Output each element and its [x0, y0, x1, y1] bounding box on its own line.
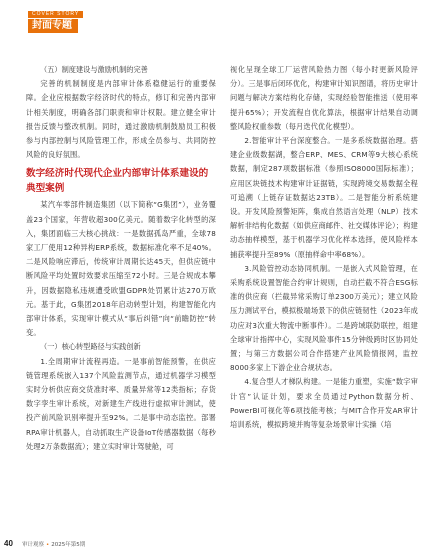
paragraph-case-background: 某汽车零部件制造集团（以下简称“G集团”），业务覆盖23个国家，年营收超300亿美元。随着数字化转型的深入，集团面临三大核心挑战：一是数据孤岛严重，全球78家工厂使用12种异构ERP系统，数据标准化率不足40%。二是风险响应滞后，传统审计周期长达45天，但供应链中断风险平均处置时效要求压缩至72小时。三是合规成本攀升，因数据隐私违规遭受欧盟GDPR处罚累计达270万欧元。基于此，G集团2018年启动转型计划，构建智能化内部审计体系，实现审计模式从“事后纠错”向“前瞻防控”转变。: [26, 200, 216, 338]
right-column: [230, 63, 418, 432]
paragraph-talent-building: 4.复合型人才梯队构建。一是能力重塑，实施“数字审计官”认证计划，要求全员通过Python数据分析、PowerBI可视化等6项技能考核；与MIT合作开发AR审计培训系统，模拟跨境并购等复杂场景审计实操（培: [230, 377, 418, 430]
journal-info: [22, 540, 85, 550]
paragraph-institution: 完善的机制制度是内部审计体系稳健运行的重要保障。企业应根据数字经济时代的特点，修订和完善内部审计相关制度，明确各部门职责和审计权限。建立健全审计报告反馈与整改机制。同时，通过激励机制鼓励员工积极参与内部控制与风险管理工作，形成全员参与、共同防控风险的良好氛围。: [26, 79, 216, 160]
footer-separator: •: [46, 542, 50, 548]
paragraph-process-reengineering: 1.全周期审计流程再造。一是事前智能预警，在供应链管理系统嵌入137个风险监测节点，通过机器学习模型实时分析供应商交货准时率、质量异常等12类指标；存货数字孪生审计系统，对新建生产线进行虚拟审计测试，使投产前风险识别率提升至92%。二是事中动态监控。部署RPA审计机器人，自动抓取生产设备IoT传感器数据（每秒处理2万条数据流）；建立实时审计驾驶舱，可: [26, 356, 216, 451]
page-number: 40: [4, 539, 13, 548]
section-tag-chinese: 封面专题: [28, 19, 78, 33]
subsection-heading-institution: （五）制度建设与激励机制的完善: [40, 65, 148, 74]
section-title-case-study: 数字经济时代现代企业内部审计体系建设的典型案例: [26, 168, 209, 195]
paragraph-risk-coordination: 3.风险管控动态协同机制。一是嵌入式风险管理，在采购系统设置智能合约审计规则，自动拦截不符合ESG标准的供应商（拦截异常采购订单2300万美元）；建立风险压力测试平台，模拟极端场景下的供应链韧性（2023年成功应对3次重大物流中断事件）。二是跨域联防联控，组建全球审计指挥中心，实现风险事件15分钟级跨时区协同处置；与第三方数据公司合作搭建产业风险情报网，监控8000多家上下游企业合规状态。: [230, 263, 418, 373]
journal-name: 审计观察: [22, 542, 45, 548]
left-column: [26, 63, 216, 454]
page-header: [0, 0, 427, 36]
section-tag-english: COVER STORY: [28, 11, 83, 18]
paragraph-continued: 视化呈现全球工厂运营风险热力图（每小时更新风险评分）。三是事后闭环优化，构建审计知识图谱，将历史审计问题与解决方案结构化存储，实现经验智能推送（使用率提升65%）；开发流程自优化算法，根据审计结果自动调整风险权重参数（每月迭代优化模型）。: [230, 65, 418, 131]
page-footer: [0, 539, 200, 549]
paragraph-platform-integration: 2.智能审计平台深度整合。一是多系统数据治理。搭建企业级数据湖，整合ERP、MES、CRM等9大核心系统数据，制定287项数据标准（参照ISO8000国际标准）；应用区块链技术构建审计证据链，实现跨境交易数据全程可追溯（上链存证数据达23TB）。二是智能分析系统建设。开发风险预警矩阵，集成自然语言处理（NLP）技术解析非结构化数据（如供应商邮件、社交媒体评论）；构建动态抽样模型，基于机器学习优化样本选择，使风险样本捕获率提升至89%（原抽样命中率68%）。: [230, 136, 418, 259]
subsection-heading-transformation: （一）核心转型路径与实践创新: [40, 342, 141, 352]
journal-issue: 2025年第5期: [51, 542, 86, 548]
